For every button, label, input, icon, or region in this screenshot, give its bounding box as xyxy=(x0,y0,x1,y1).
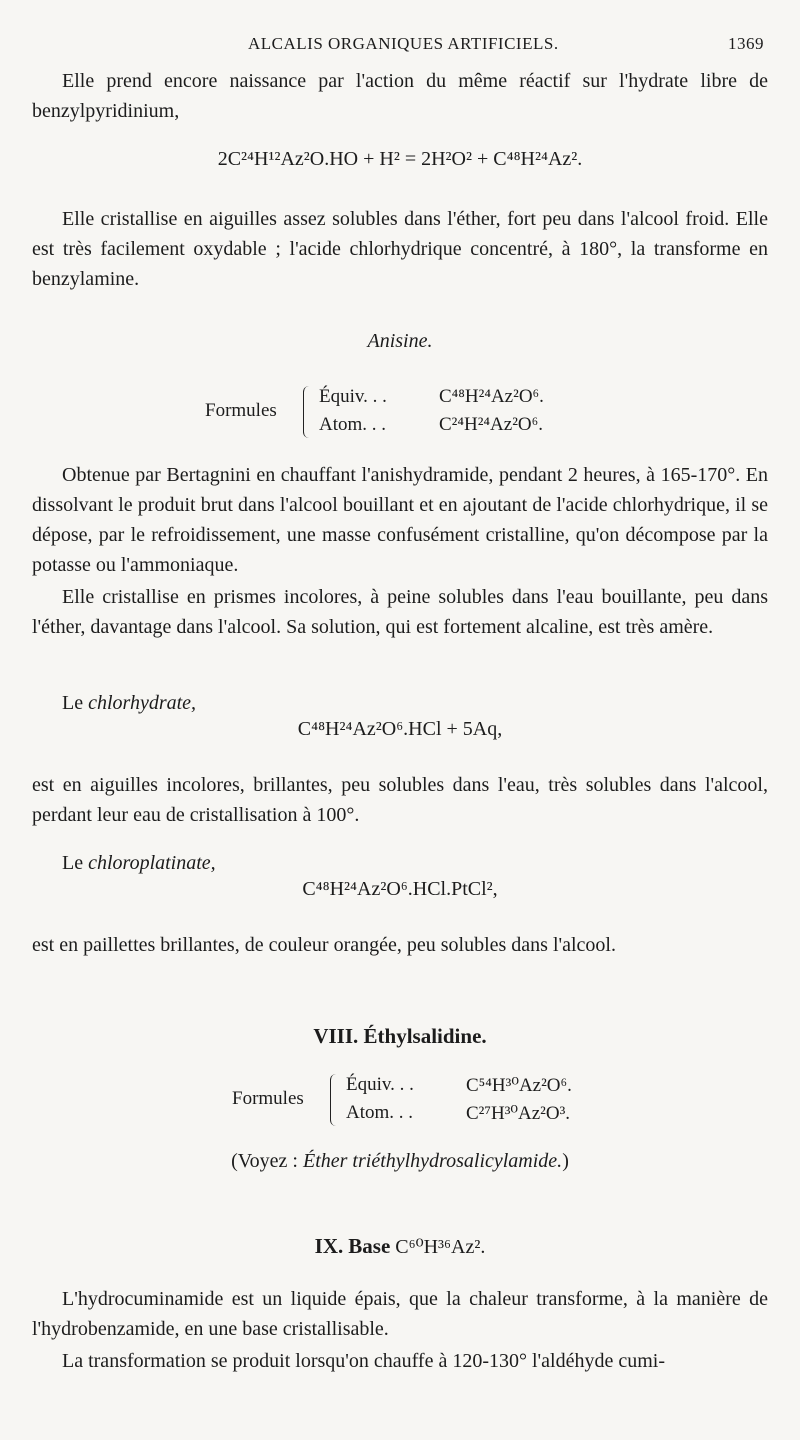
chlorhydrate-name: chlorhydrate, xyxy=(88,692,197,714)
section-9-title xyxy=(0,1234,800,1259)
section-8-formulas xyxy=(232,1074,632,1130)
atom-label: Atom. . . xyxy=(346,1102,414,1123)
section-9-formula: C⁶⁰H³⁶Az². xyxy=(395,1236,486,1258)
equation-1: 2C²⁴H¹²Az²O.HO + H² = 2H²O² + C⁴⁸H²⁴Az². xyxy=(217,148,583,170)
atom-formula: C²⁷H³⁰Az²O³. xyxy=(466,1103,571,1124)
paragraph-2: Elle cristallise en aiguilles assez solubles dans l'éther, fort peu dans l'alcool froid. Elle est très facilement oxydable ; l'acide chlorhydrique concentré, à 180°, la transforme en benzylamine. xyxy=(32,208,768,290)
chloroplatinate-formula: C⁴⁸H²⁴Az²O⁶.HCl.PtCl², xyxy=(302,878,498,900)
paragraph-1: Elle prend encore naissance par l'action du même réactif sur l'hydrate libre de benzylpyridinium, xyxy=(32,70,768,122)
see-suffix: ) xyxy=(562,1150,569,1172)
brace xyxy=(303,386,312,438)
atom-formula: C²⁴H²⁴Az²O⁶. xyxy=(439,414,543,435)
section-8-title: VIII. Éthylsalidine. xyxy=(313,1024,487,1048)
paragraph-3: Obtenue par Bertagnini en chauffant l'anishydramide, pendant 2 heures, à 165-170°. En dissolvant le produit brut dans l'alcool bouillant et en ajoutant de l'acide chlorhydrique, il se dépose, par le refroidissement, une masse confusément cristalline, qu'on décompose par la potasse ou l'ammoniaque. xyxy=(32,464,768,576)
chlorhydrate-prefix: Le xyxy=(62,692,84,714)
equiv-label: Équiv. . . xyxy=(346,1074,414,1095)
section-9-paragraph-2: La transformation se produit lorsqu'on chauffe à 120-130° l'aldéhyde cumi- xyxy=(62,1350,665,1372)
brace xyxy=(330,1074,339,1126)
atom-label: Atom. . . xyxy=(319,414,387,435)
chloroplatinate-prefix: Le xyxy=(62,852,84,874)
chloroplatinate-text: est en paillettes brillantes, de couleur orangée, peu solubles dans l'alcool. xyxy=(32,934,616,956)
section-9-number: IX. xyxy=(314,1234,344,1258)
equiv-label: Équiv. . . xyxy=(319,386,387,407)
see-prefix: (Voyez : xyxy=(231,1150,303,1172)
see-ref-link: Éther triéthylhydrosalicylamide. xyxy=(302,1150,563,1172)
header-title: ALCALIS ORGANIQUES ARTIFICIELS. xyxy=(248,34,559,53)
formulas-label: Formules xyxy=(232,1088,304,1109)
chloroplatinate-name: chloroplatinate, xyxy=(88,852,216,874)
chlorhydrate-text: est en aiguilles incolores, brillantes, peu solubles dans l'eau, très solubles dans l'alcool, perdant leur eau de cristallisation à 100°. xyxy=(32,774,768,826)
anisine-title: Anisine. xyxy=(367,330,433,352)
formulas-label: Formules xyxy=(205,400,277,421)
chlorhydrate-formula: C⁴⁸H²⁴Az²O⁶.HCl + 5Aq, xyxy=(297,718,503,740)
page-number: 1369 xyxy=(728,34,764,53)
anisine-formulas xyxy=(205,386,605,442)
equiv-formula: C⁵⁴H³⁰Az²O⁶. xyxy=(466,1075,572,1096)
chlorhydrate-intro xyxy=(32,688,768,718)
paragraph-4: Elle cristallise en prismes incolores, à peine solubles dans l'eau bouillante, peu dans l'éther, davantage dans l'alcool. Sa solution, qui est fortement alcaline, est très amère. xyxy=(32,586,768,638)
see-reference xyxy=(0,1150,800,1173)
chloroplatinate-intro xyxy=(32,848,768,878)
section-9-paragraph-1: L'hydrocuminamide est un liquide épais, que la chaleur transforme, à la manière de l'hydrobenzamide, en une base cristallisable. xyxy=(32,1288,768,1340)
equiv-formula: C⁴⁸H²⁴Az²O⁶. xyxy=(439,386,544,407)
section-9-word: Base xyxy=(348,1234,391,1258)
